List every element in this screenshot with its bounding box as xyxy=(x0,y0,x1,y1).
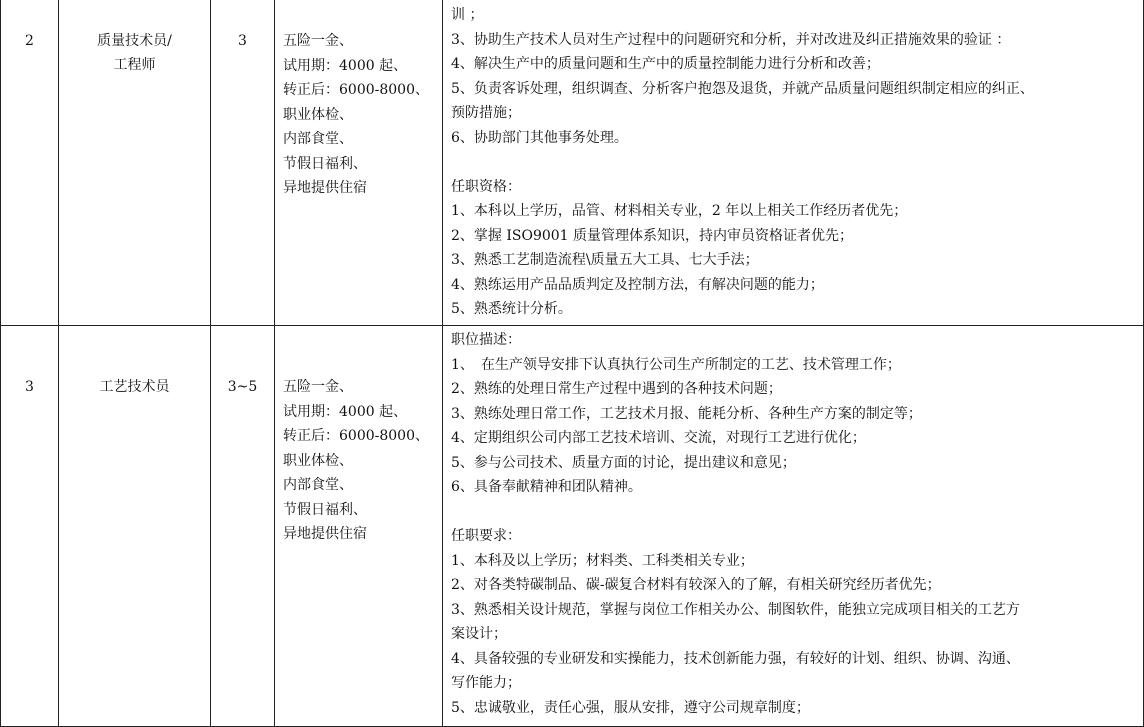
benefit-item: 异地提供住宿 xyxy=(283,180,367,196)
headcount: 3~5 xyxy=(227,379,258,395)
benefit-item: 试用期：4000 起、 xyxy=(283,403,408,420)
requirements-heading: 任职要求： xyxy=(451,528,521,544)
description-line: 6、具备奉献精神和团队精神。 xyxy=(451,479,642,495)
requirement-line: 2、对各类特碳制品、碳-碳复合材料有较深入的了解，有相关研究经历者优先； xyxy=(451,577,941,593)
benefits-cell xyxy=(275,0,443,326)
benefit-item: 试用期：4000 起、 xyxy=(283,57,408,74)
requirement-line: 4、具备较强的专业研发和实操能力，技术创新能力强，有较好的计划、组织、协调、沟通、 xyxy=(451,650,1020,667)
description-line: 4、解决生产中的质量问题和生产中的质量控制能力进行分析和改善； xyxy=(451,56,880,72)
description-line: 3、熟练处理日常工作，工艺技术月报、能耗分析、各种生产方案的制定等； xyxy=(451,405,922,422)
benefit-item: 节假日福利、 xyxy=(283,155,367,172)
requirement-line: 3、熟悉相关设计规范，掌握与岗位工作相关办公、制图软件，能独立完成项目相关的工艺方 xyxy=(451,601,1020,618)
job-description-cell xyxy=(443,326,1144,727)
description-line: 5、参与公司技术、质量方面的讨论，提出建议和意见； xyxy=(451,454,796,471)
benefit-item: 转正后：6000-8000、 xyxy=(283,428,429,444)
job-title-line: 工艺技术员 xyxy=(99,379,170,395)
row-number-cell xyxy=(1,326,59,727)
row-number: 3 xyxy=(25,379,34,395)
requirement-line: 1、本科以上学历，品管、材料相关专业，2 年以上相关工作经历者优先； xyxy=(451,203,908,219)
headcount-cell xyxy=(211,0,275,326)
benefit-item: 异地提供住宿 xyxy=(283,526,367,542)
benefit-item: 五险一金、 xyxy=(283,379,353,395)
description-line: 2、熟练的处理日常生产过程中遇到的各种技术问题； xyxy=(451,381,782,397)
benefit-item: 内部食堂、 xyxy=(283,477,353,493)
row-number: 2 xyxy=(25,33,34,49)
blank-line xyxy=(451,500,1137,525)
description-line: 6、协助部门其他事务处理。 xyxy=(451,129,628,146)
job-title-cell xyxy=(59,326,211,727)
headcount-cell xyxy=(211,326,275,727)
requirement-line: 写作能力； xyxy=(451,675,521,691)
requirement-line: 2、掌握 ISO9001 质量管理体系知识，持内审员资格证者优先； xyxy=(451,227,854,244)
benefit-item: 节假日福利、 xyxy=(283,501,367,518)
blank-line xyxy=(451,150,1137,175)
description-line: 3、协助生产技术人员对生产过程中的问题研究和分析，并对改进及纠正措施效果的验证 ： xyxy=(451,31,1011,48)
benefit-item: 内部食堂、 xyxy=(283,131,353,147)
requirement-line: 4、熟练运用产品品质判定及控制方法，有解决问题的能力； xyxy=(451,276,824,293)
job-title-line: 质量技术员/ xyxy=(97,33,172,49)
benefits-cell xyxy=(275,326,443,727)
benefit-item: 五险一金、 xyxy=(283,33,353,49)
requirement-line: 案设计； xyxy=(451,626,507,642)
requirement-line: 5、熟悉统计分析。 xyxy=(451,301,572,317)
headcount: 3 xyxy=(238,33,247,49)
table-row xyxy=(1,0,1144,326)
requirement-line: 5、忠诚敬业，责任心强，服从安排，遵守公司规章制度； xyxy=(451,699,810,716)
description-line: 训 ； xyxy=(451,7,484,23)
job-description-cell xyxy=(443,0,1144,326)
requirement-line: 1、本科及以上学历；材料类、工科类相关专业； xyxy=(451,552,754,569)
description-line: 4、定期组织公司内部工艺技术培训、交流，对现行工艺进行优化； xyxy=(451,430,866,446)
description-heading: 职位描述： xyxy=(451,332,521,348)
benefit-item: 转正后：6000-8000、 xyxy=(283,82,429,98)
benefit-item: 职业体检、 xyxy=(283,106,353,123)
description-line: 5、负责客诉处理，组织调查、分析客户抱怨及退货，并就产品质量问题组织制定相应的纠正、 xyxy=(451,80,1034,97)
benefit-item: 职业体检、 xyxy=(283,452,353,469)
job-title-line: 工程师 xyxy=(113,57,156,73)
requirements-heading: 任职资格： xyxy=(451,178,521,195)
job-title-cell xyxy=(59,0,211,326)
description-line: 预防措施； xyxy=(451,105,521,121)
requirement-line: 3、熟悉工艺制造流程\质量五大工具、七大手法； xyxy=(451,252,759,268)
table-row xyxy=(1,326,1144,727)
description-line: 1、 在生产领导安排下认真执行公司生产所制定的工艺、技术管理工作； xyxy=(451,356,901,373)
row-number-cell xyxy=(1,0,59,326)
